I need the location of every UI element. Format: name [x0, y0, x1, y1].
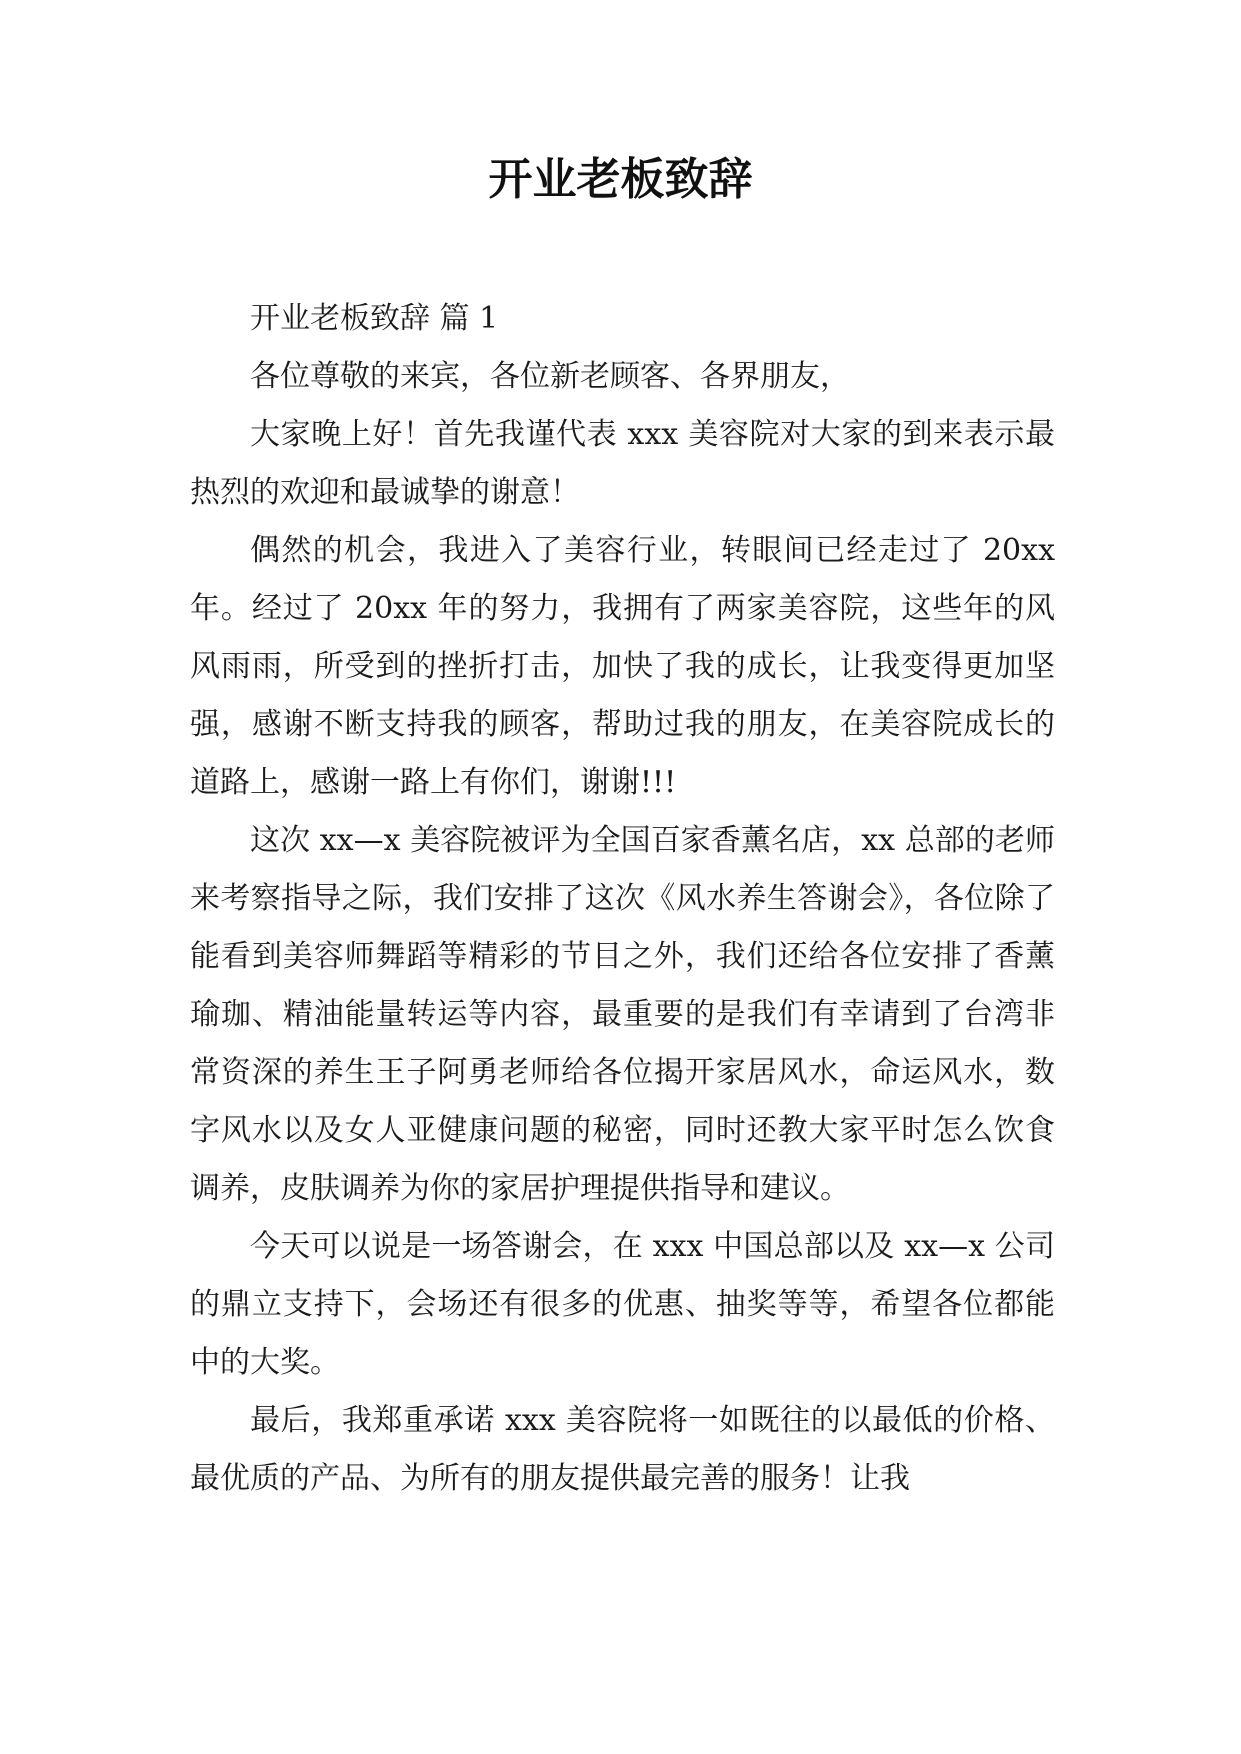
- paragraph-greeting: 各位尊敬的来宾，各位新老顾客、各界朋友，: [250, 359, 850, 394]
- document-title: 开业老板致辞: [488, 154, 753, 205]
- paragraph-thanks-meeting: 今天可以说是一场答谢会，在 xxx 中国总部以及 xx—x 公司的鼎立支持下，会场还有很多的优惠、抽奖等等，希望各位都能中的大奖。: [190, 1229, 1055, 1380]
- section-heading: 开业老板致辞 篇 1: [250, 301, 499, 336]
- document-body: [190, 290, 1055, 1508]
- paragraph-journey: 偶然的机会，我进入了美容行业，转眼间已经走过了 20xx 年。经过了 20xx 年的努力，我拥有了两家美容院，这些年的风风雨雨，所受到的挫折打击，加快了我的成长，让我变得更加坚强，感谢不断支持我的顾客，帮助过我的朋友，在美容院成长的道路上，感谢一路上有你们，谢谢!!!: [190, 533, 1055, 800]
- paragraph-promise: 最后，我郑重承诺 xxx 美容院将一如既往的以最低的价格、最优质的产品、为所有的朋友提供最完善的服务！让我: [190, 1403, 1055, 1496]
- paragraph-event: 这次 xx—x 美容院被评为全国百家香薰名店，xx 总部的老师来考察指导之际，我们安排了这次《风水养生答谢会》，各位除了能看到美容师舞蹈等精彩的节目之外，我们还给各位安排了香薰瑜珈、精油能量转运等内容，最重要的是我们有幸请到了台湾非常资深的养生王子阿勇老师给各位揭开家居风水，命运风水，数字风水以及女人亚健康问题的秘密，同时还教大家平时怎么饮食调养，皮肤调养为你的家居护理提供指导和建议。: [190, 823, 1055, 1206]
- paragraph-welcome: 大家晚上好！首先我谨代表 xxx 美容院对大家的到来表示最热烈的欢迎和最诚挚的谢意！: [190, 417, 1055, 510]
